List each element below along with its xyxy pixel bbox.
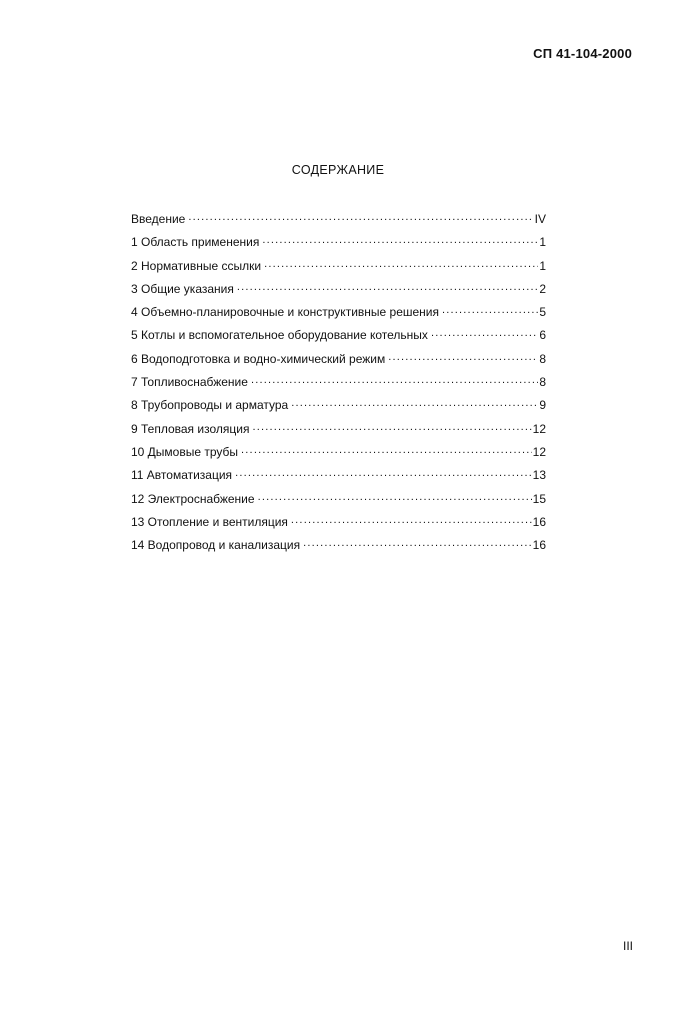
toc-entry-label: Введение [131,212,186,226]
toc-leader-dots [388,349,538,363]
toc-entry[interactable] [131,465,546,488]
toc-entry-page: 15 [532,491,546,506]
toc-entry[interactable] [131,535,546,558]
toc-entry-page: 13 [532,468,546,483]
toc-entry-page: 8 [539,351,546,366]
toc-entry-label: 5 Котлы и вспомогательное оборудование котельных [131,328,428,343]
toc-entry[interactable] [131,419,546,442]
toc-entry-page: 16 [532,514,546,529]
toc-leader-dots [252,419,531,433]
toc-entry-page: 6 [539,328,546,343]
toc-leader-dots [241,442,532,456]
toc-entry-label: 2 Нормативные ссылки [131,258,262,273]
toc-entry-page: 16 [532,538,546,553]
toc-entry-page: 12 [532,421,546,436]
toc-entry[interactable] [131,489,546,512]
toc-leader-dots [237,279,538,293]
toc-leader-dots [235,465,532,479]
toc-entry-label: 6 Водоподготовка и водно-химический режим [131,351,386,366]
toc-leader-dots [291,512,532,526]
toc-entry[interactable] [131,442,546,465]
toc-leader-dots [431,325,538,339]
toc-entry-page: 2 [539,281,546,296]
toc-entry[interactable] [131,302,546,325]
toc-entry[interactable] [131,279,546,302]
toc-entry-page: 8 [539,375,546,390]
toc-entry[interactable] [131,512,546,535]
toc-entry-label: 1 Область применения [131,235,260,250]
toc-entry[interactable] [131,349,546,372]
toc-entry[interactable] [131,395,546,418]
toc-leader-dots [442,302,538,316]
toc-leader-dots [291,395,538,409]
toc-entry-label: 14 Водопровод и канализация [131,538,301,553]
toc-leader-dots [303,535,532,549]
toc-leader-dots [264,256,538,270]
toc-entry[interactable] [131,209,546,232]
table-of-contents [131,209,546,558]
toc-entry-label: 12 Электроснабжение [131,491,255,506]
toc-entry[interactable] [131,325,546,348]
toc-entry-page: 9 [539,398,546,413]
document-code: СП 41-104-2000 [533,46,632,61]
toc-leader-dots [258,489,532,503]
toc-entry-page: IV [534,212,546,226]
toc-entry[interactable] [131,256,546,279]
toc-entry-label: 7 Топливоснабжение [131,375,248,390]
toc-entry-page: 5 [539,305,546,320]
toc-entry-label: 8 Трубопроводы и арматура [131,398,289,413]
toc-entry[interactable] [131,232,546,255]
toc-entry-page: 12 [532,444,546,459]
toc-title: СОДЕРЖАНИЕ [291,163,385,177]
toc-entry-label: 10 Дымовые трубы [131,444,239,459]
toc-entry-label: 3 Общие указания [131,281,234,296]
toc-entry[interactable] [131,372,546,395]
toc-entry-page: 1 [539,258,546,273]
toc-entry-label: 13 Отопление и вентиляция [131,514,288,529]
toc-entry-label: 4 Объемно-планировочные и конструктивные решения [131,305,440,320]
page-number: III [622,939,633,953]
toc-entry-label: 9 Тепловая изоляция [131,421,250,436]
toc-entry-page: 1 [539,235,546,250]
toc-entry-label: 11 Автоматизация [131,468,233,483]
toc-leader-dots [262,232,538,246]
toc-leader-dots [188,209,533,223]
toc-leader-dots [251,372,538,386]
